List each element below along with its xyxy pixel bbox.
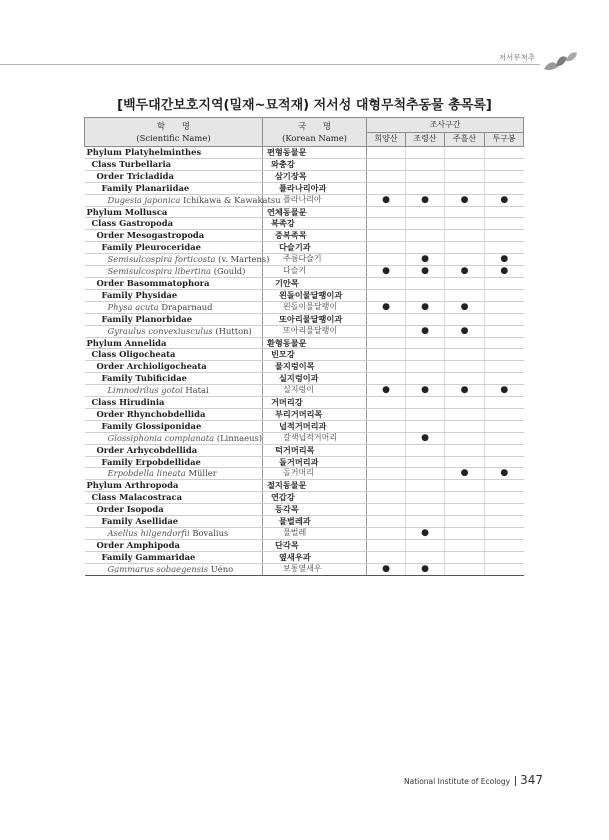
occurrence-mark: ● <box>485 254 524 266</box>
species-author: Bovalius <box>192 528 229 538</box>
occurrence-mark <box>445 254 485 266</box>
occurrence-mark <box>445 313 485 325</box>
species-author: Müller <box>188 468 217 479</box>
occurrence-mark <box>485 206 524 218</box>
occurrence-mark <box>406 408 445 420</box>
taxon-row <box>85 492 524 504</box>
occurrence-mark <box>367 158 406 170</box>
table-title: [백두대간보호지역(밀재~묘적재) 저서성 대형무척추동물 총목록] <box>117 98 492 113</box>
occurrence-mark <box>485 289 524 301</box>
occurrence-mark: ● <box>485 266 524 278</box>
occurrence-mark <box>445 361 485 373</box>
occurrence-mark <box>367 444 406 456</box>
scientific-name-cell <box>85 432 263 444</box>
species-author: (v. Martens) <box>218 254 270 265</box>
occurrence-mark: ● <box>406 432 445 444</box>
scientific-name-cell <box>85 266 263 278</box>
occurrence-mark <box>406 206 445 218</box>
species-author: Hatai <box>185 385 209 396</box>
occurrence-mark <box>406 492 445 504</box>
occurrence-mark: ● <box>367 301 406 313</box>
occurrence-mark <box>406 420 445 432</box>
occurrence-mark <box>485 432 524 444</box>
taxon-row <box>85 218 524 230</box>
species-binomial: Physa acuta <box>107 301 159 312</box>
occurrence-mark <box>406 230 445 242</box>
taxon-row <box>85 147 524 159</box>
species-row <box>85 194 524 206</box>
scientific-name-cell <box>85 468 263 480</box>
page-header <box>0 0 609 80</box>
korean-name-cell: 중복족목 <box>263 230 367 242</box>
korean-name-cell: 연체동물문 <box>263 206 367 218</box>
occurrence-mark <box>445 349 485 361</box>
occurrence-mark <box>367 242 406 254</box>
species-row <box>85 528 524 540</box>
occurrence-mark <box>406 158 445 170</box>
occurrence-mark <box>367 456 406 468</box>
occurrence-mark: ● <box>367 194 406 206</box>
occurrence-mark <box>367 218 406 230</box>
occurrence-mark <box>367 182 406 194</box>
occurrence-mark <box>406 397 445 409</box>
species-row <box>85 254 524 266</box>
occurrence-mark <box>485 456 524 468</box>
taxon-row <box>85 349 524 361</box>
occurrence-mark <box>445 206 485 218</box>
korean-name-cell: 복족강 <box>263 218 367 230</box>
occurrence-mark <box>406 516 445 528</box>
species-binomial: Asellus hilgendorfii <box>107 528 190 538</box>
korean-name-cell: 실지렁이과 <box>263 373 367 385</box>
occurrence-mark <box>445 397 485 409</box>
korean-name-cell: 기안목 <box>263 277 367 289</box>
occurrence-mark <box>367 373 406 385</box>
occurrence-mark <box>445 551 485 563</box>
occurrence-mark: ● <box>406 254 445 266</box>
species-binomial: Glossiphonia complanata <box>107 432 215 443</box>
occurrence-mark: ● <box>367 563 406 575</box>
occurrence-mark <box>406 361 445 373</box>
occurrence-mark <box>445 182 485 194</box>
occurrence-mark <box>485 182 524 194</box>
korean-name-cell: 보통옆새우 <box>263 563 367 575</box>
occurrence-mark: ● <box>367 266 406 278</box>
occurrence-mark <box>406 480 445 492</box>
occurrence-mark: ● <box>367 385 406 397</box>
occurrence-mark <box>485 147 524 159</box>
occurrence-mark <box>406 373 445 385</box>
occurrence-mark <box>445 373 485 385</box>
korean-name-cell: 돌거머리 <box>263 468 367 480</box>
footer-institute: National Institute of Ecology <box>403 777 511 786</box>
taxon-row <box>85 504 524 516</box>
species-author: Draparnaud <box>161 301 213 312</box>
scientific-name-cell: Phylum Platyhelminthes <box>85 147 263 159</box>
korean-name-cell: 넙적거머리과 <box>263 420 367 432</box>
korean-name-cell: 돌거머리과 <box>263 456 367 468</box>
scientific-name-cell: Phylum Arthropoda <box>85 480 263 492</box>
occurrence-mark <box>367 480 406 492</box>
occurrence-mark: ● <box>406 301 445 313</box>
occurrence-mark <box>445 516 485 528</box>
occurrence-mark <box>367 420 406 432</box>
scientific-name-cell: Class Turbellaria <box>85 158 263 170</box>
taxon-row <box>85 397 524 409</box>
occurrence-mark <box>485 504 524 516</box>
korean-name-cell: 또아리물달팽이 <box>263 325 367 337</box>
korean-name-cell: 갈색넙적거머리 <box>263 432 367 444</box>
scientific-name-cell: Order Isopoda <box>85 504 263 516</box>
species-author: Uéno <box>210 563 234 574</box>
section-header-heeyangsan: 희양산 <box>367 133 406 147</box>
korean-name-cell: 다슬기과 <box>263 242 367 254</box>
page-footer <box>404 773 543 787</box>
occurrence-mark <box>485 361 524 373</box>
occurrence-mark <box>485 277 524 289</box>
occurrence-mark <box>485 158 524 170</box>
occurrence-mark <box>485 337 524 349</box>
occurrence-mark: ● <box>445 266 485 278</box>
occurrence-mark <box>367 147 406 159</box>
occurrence-mark <box>367 289 406 301</box>
occurrence-mark <box>485 373 524 385</box>
occurrence-mark: ● <box>406 266 445 278</box>
scientific-name-cell: Family Erpobdellidae <box>85 456 263 468</box>
scientific-name-cell: Order Amphipoda <box>85 539 263 551</box>
species-table <box>84 117 524 576</box>
occurrence-mark <box>367 230 406 242</box>
occurrence-mark <box>367 325 406 337</box>
occurrence-mark <box>445 218 485 230</box>
occurrence-mark <box>485 563 524 575</box>
taxon-row <box>85 539 524 551</box>
occurrence-mark <box>485 313 524 325</box>
korean-name-cell: 물지렁이목 <box>263 361 367 373</box>
scientific-name-cell <box>85 325 263 337</box>
occurrence-mark <box>367 170 406 182</box>
leaf-icon <box>540 48 580 74</box>
occurrence-mark <box>367 337 406 349</box>
korean-name-cell: 주름다슬기 <box>263 254 367 266</box>
scientific-name-cell: Phylum Annelida <box>85 337 263 349</box>
occurrence-mark <box>406 444 445 456</box>
korean-name-cell: 턱거머리목 <box>263 444 367 456</box>
korean-name-cell: 절지동물문 <box>263 480 367 492</box>
occurrence-mark: ● <box>406 528 445 540</box>
scientific-name-header: 학 명 (Scientific Name) <box>85 118 263 147</box>
scientific-name-cell <box>85 563 263 575</box>
occurrence-mark <box>485 230 524 242</box>
scientific-name-cell: Family Planorbidae <box>85 313 263 325</box>
occurrence-mark <box>406 313 445 325</box>
korean-name-cell: 왼돌이물달팽이과 <box>263 289 367 301</box>
scientific-name-cell: Order Mesogastropoda <box>85 230 263 242</box>
scientific-name-cell: Family Gammaridae <box>85 551 263 563</box>
occurrence-mark: ● <box>406 563 445 575</box>
occurrence-mark <box>406 539 445 551</box>
korean-name-cell: 옆새우과 <box>263 551 367 563</box>
occurrence-mark <box>406 218 445 230</box>
scientific-name-cell: Family Physidae <box>85 289 263 301</box>
korean-name-cell: 왼돌이물달팽이 <box>263 301 367 313</box>
korean-name-cell: 다슬기 <box>263 266 367 278</box>
species-binomial: Erpobdella lineata <box>107 468 186 479</box>
occurrence-mark <box>485 528 524 540</box>
occurrence-mark <box>485 349 524 361</box>
occurrence-mark <box>367 504 406 516</box>
species-author: Ichikawa & Kawakatsu <box>182 194 281 205</box>
taxon-row <box>85 289 524 301</box>
occurrence-mark: ● <box>406 194 445 206</box>
footer-separator <box>515 776 516 786</box>
taxon-row <box>85 456 524 468</box>
scientific-name-cell <box>85 254 270 266</box>
taxon-row <box>85 337 524 349</box>
occurrence-mark <box>406 504 445 516</box>
occurrence-mark <box>445 337 485 349</box>
occurrence-mark <box>367 432 406 444</box>
occurrence-mark <box>445 420 485 432</box>
survey-section-header: 조사구간 <box>367 118 524 133</box>
korean-name-cell: 연갑강 <box>263 492 367 504</box>
korean-name-cell: 단각목 <box>263 539 367 551</box>
scientific-name-cell: Class Malacostraca <box>85 492 263 504</box>
page-number: 347 <box>520 773 543 787</box>
taxon-row <box>85 420 524 432</box>
scientific-name-cell: Order Tricladida <box>85 170 263 182</box>
taxon-row <box>85 408 524 420</box>
korean-name-cell: 빈모강 <box>263 349 367 361</box>
running-title: 저서무척추 <box>498 53 535 62</box>
occurrence-mark <box>445 539 485 551</box>
occurrence-mark <box>485 301 524 313</box>
species-row <box>85 385 524 397</box>
occurrence-mark <box>406 170 445 182</box>
occurrence-mark <box>485 492 524 504</box>
scientific-name-cell <box>85 301 263 313</box>
occurrence-mark <box>445 277 485 289</box>
species-row <box>85 301 524 313</box>
taxon-row <box>85 313 524 325</box>
occurrence-mark <box>367 528 406 540</box>
occurrence-mark <box>445 408 485 420</box>
korean-name-cell: 환형동물문 <box>263 337 367 349</box>
korean-name-cell: 또아리물달팽이과 <box>263 313 367 325</box>
species-row <box>85 325 524 337</box>
species-row <box>85 563 524 575</box>
occurrence-mark: ● <box>445 301 485 313</box>
occurrence-mark <box>367 206 406 218</box>
scientific-name-cell: Order Rhynchobdellida <box>85 408 263 420</box>
occurrence-mark <box>406 551 445 563</box>
scientific-name-cell: Class Gastropoda <box>85 218 263 230</box>
occurrence-mark <box>485 397 524 409</box>
occurrence-mark <box>485 516 524 528</box>
occurrence-mark <box>485 551 524 563</box>
occurrence-mark <box>367 361 406 373</box>
occurrence-mark <box>406 456 445 468</box>
species-binomial: Semisulcospira libertina <box>107 266 212 277</box>
occurrence-mark: ● <box>406 325 445 337</box>
korean-name-cell: 편형동물문 <box>263 147 367 159</box>
occurrence-mark: ● <box>485 385 524 397</box>
taxon-row <box>85 158 524 170</box>
scientific-name-cell <box>85 194 281 206</box>
species-binomial: Gammarus sobaegensis <box>107 563 209 574</box>
korean-name-cell: 플라나리아 <box>263 194 367 206</box>
occurrence-mark <box>406 242 445 254</box>
species-row <box>85 468 524 480</box>
scientific-name-cell: Phylum Mollusca <box>85 206 263 218</box>
occurrence-mark <box>445 170 485 182</box>
occurrence-mark: ● <box>445 325 485 337</box>
occurrence-mark <box>406 147 445 159</box>
occurrence-mark: ● <box>445 194 485 206</box>
korean-name-cell: 등각목 <box>263 504 367 516</box>
scientific-name-cell: Order Arhycobdellida <box>85 444 263 456</box>
occurrence-mark: ● <box>485 194 524 206</box>
species-author: (Hutton) <box>215 325 252 336</box>
occurrence-mark <box>367 492 406 504</box>
scientific-name-cell <box>85 385 263 397</box>
occurrence-mark <box>406 337 445 349</box>
species-binomial: Semisulcospira forticosta <box>107 254 216 265</box>
occurrence-mark <box>367 349 406 361</box>
species-author: (Gould) <box>213 266 246 277</box>
scientific-name-cell: Family Tubificidae <box>85 373 263 385</box>
taxon-row <box>85 182 524 194</box>
occurrence-mark <box>485 242 524 254</box>
occurrence-mark <box>367 551 406 563</box>
korean-name-cell: 실지렁이 <box>263 385 367 397</box>
occurrence-mark <box>445 504 485 516</box>
species-binomial: Limnodrilus gotoi <box>107 385 183 396</box>
species-row <box>85 266 524 278</box>
occurrence-mark <box>485 408 524 420</box>
occurrence-mark <box>367 313 406 325</box>
scientific-name-cell: Family Asellidae <box>85 516 263 528</box>
occurrence-mark <box>445 456 485 468</box>
occurrence-mark <box>406 277 445 289</box>
occurrence-mark: ● <box>445 468 485 480</box>
taxon-row <box>85 361 524 373</box>
occurrence-mark <box>445 158 485 170</box>
occurrence-mark <box>485 480 524 492</box>
taxon-row <box>85 206 524 218</box>
occurrence-mark <box>406 289 445 301</box>
occurrence-mark <box>445 432 485 444</box>
header-rule <box>0 64 540 65</box>
occurrence-mark <box>445 480 485 492</box>
scientific-name-cell: Class Oligocheata <box>85 349 263 361</box>
occurrence-mark <box>485 444 524 456</box>
taxon-row <box>85 373 524 385</box>
occurrence-mark <box>367 254 406 266</box>
scientific-name-cell: Family Planariidae <box>85 182 263 194</box>
section-header-juheulsan: 주흘산 <box>445 133 485 147</box>
occurrence-mark <box>485 420 524 432</box>
species-binomial: Gyraulus convexiusculus <box>107 325 213 336</box>
occurrence-mark <box>445 528 485 540</box>
scientific-name-cell: Order Archioligocheata <box>85 361 263 373</box>
korean-name-header: 국 명 (Korean Name) <box>263 118 367 147</box>
occurrence-mark <box>445 147 485 159</box>
occurrence-mark <box>485 170 524 182</box>
occurrence-mark <box>445 242 485 254</box>
occurrence-mark: ● <box>445 385 485 397</box>
korean-name-cell: 거머리강 <box>263 397 367 409</box>
occurrence-mark <box>445 444 485 456</box>
scientific-name-cell <box>85 528 263 540</box>
occurrence-mark <box>445 563 485 575</box>
taxon-row <box>85 230 524 242</box>
occurrence-mark <box>367 539 406 551</box>
scientific-name-cell: Family Pleuroceridae <box>85 242 263 254</box>
occurrence-mark: ● <box>406 385 445 397</box>
occurrence-mark <box>367 408 406 420</box>
section-header-tugubong: 투구봉 <box>485 133 524 147</box>
occurrence-mark: ● <box>485 468 524 480</box>
occurrence-mark <box>445 492 485 504</box>
korean-name-cell: 와충강 <box>263 158 367 170</box>
taxon-row <box>85 277 524 289</box>
occurrence-mark <box>367 277 406 289</box>
korean-name-cell: 부리거머리목 <box>263 408 367 420</box>
species-author: (Linnaeus) <box>216 432 263 443</box>
korean-name-cell: 물벌레 <box>263 528 367 540</box>
scientific-name-cell: Class Hirudinia <box>85 397 263 409</box>
taxon-row <box>85 444 524 456</box>
occurrence-mark <box>406 468 445 480</box>
taxon-row <box>85 480 524 492</box>
occurrence-mark <box>445 230 485 242</box>
occurrence-mark <box>445 289 485 301</box>
species-binomial: Dugesia japonica <box>107 194 181 205</box>
occurrence-mark <box>406 182 445 194</box>
korean-name-cell: 플라나리아과 <box>263 182 367 194</box>
scientific-name-cell: Family Glossiponidae <box>85 420 263 432</box>
occurrence-mark <box>367 516 406 528</box>
occurrence-mark <box>367 397 406 409</box>
scientific-name-cell: Order Basommatophora <box>85 277 263 289</box>
occurrence-mark <box>485 218 524 230</box>
taxon-row <box>85 170 524 182</box>
section-header-joryeongsan: 조령산 <box>406 133 445 147</box>
species-row <box>85 432 524 444</box>
korean-name-cell: 물벌레과 <box>263 516 367 528</box>
taxon-row <box>85 516 524 528</box>
occurrence-mark <box>367 468 406 480</box>
occurrence-mark <box>485 539 524 551</box>
taxon-row <box>85 242 524 254</box>
taxon-row <box>85 551 524 563</box>
occurrence-mark <box>406 349 445 361</box>
korean-name-cell: 삼기장목 <box>263 170 367 182</box>
occurrence-mark <box>485 325 524 337</box>
